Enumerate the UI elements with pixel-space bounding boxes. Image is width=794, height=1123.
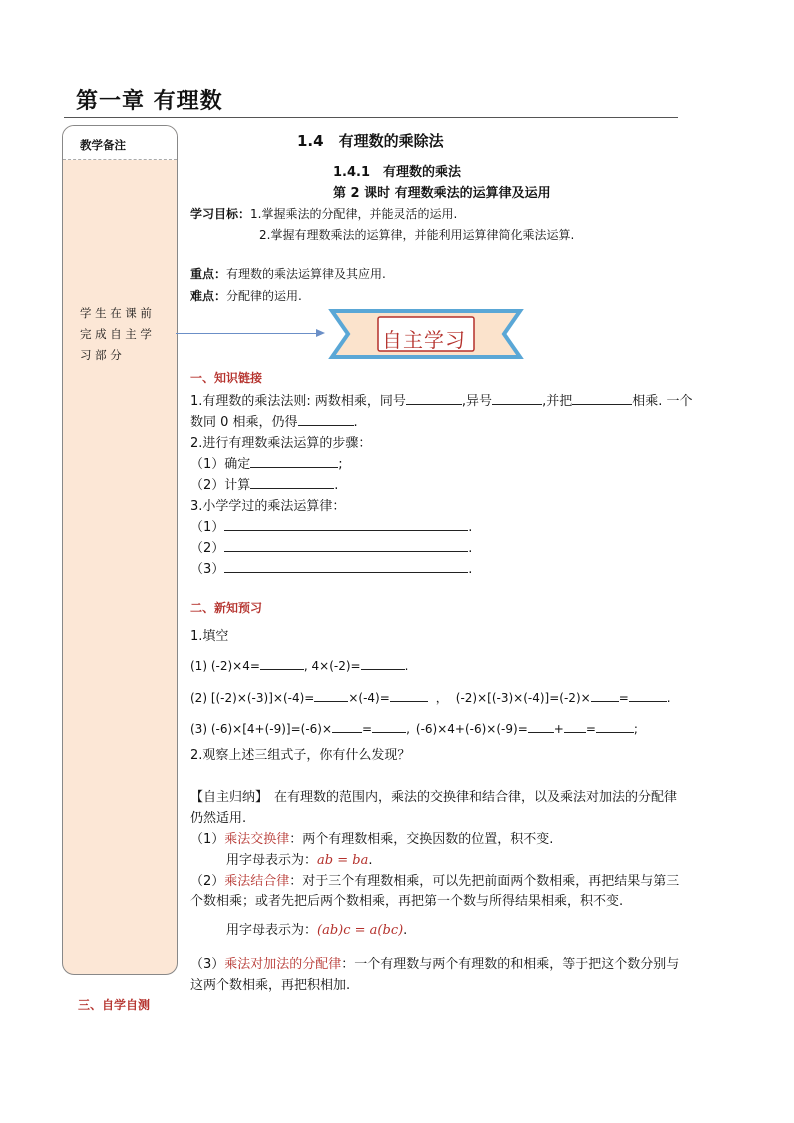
law1-text: ：两个有理数相乘，交换因数的位置，积不变. bbox=[289, 832, 554, 847]
q1-line1 bbox=[190, 390, 692, 409]
eq3-text-e: + bbox=[553, 722, 564, 736]
part2-heading: 二、新知预习 bbox=[190, 601, 263, 615]
q3-item2-end: . bbox=[468, 541, 473, 556]
q3-item1-label: （1） bbox=[190, 520, 225, 535]
answer-blank[interactable] bbox=[564, 719, 586, 733]
subsection-title: 1.4.1 有理数的乘法 bbox=[333, 165, 462, 180]
law1 bbox=[190, 828, 553, 847]
eq2-text-f: . bbox=[666, 691, 671, 705]
q2-step1-end: ; bbox=[338, 457, 343, 472]
summary-text-1: 在有理数的范围内，乘法的交换律和结合律，以及乘法对加法的分配律 bbox=[274, 790, 678, 805]
law1-number: （1） bbox=[190, 832, 225, 847]
equation-3 bbox=[190, 719, 638, 736]
answer-blank[interactable] bbox=[596, 719, 634, 733]
eq1-text-c: . bbox=[404, 659, 409, 673]
difficulty-text: 分配律的运用. bbox=[226, 289, 302, 303]
eq3-text-a: (3) (-6)×[4+(-9)]=(-6)× bbox=[190, 722, 333, 736]
eq3-text-f: = bbox=[585, 722, 596, 736]
answer-blank[interactable] bbox=[314, 688, 348, 702]
law3-number: （3） bbox=[190, 957, 225, 972]
answer-blank[interactable] bbox=[572, 391, 632, 405]
key-point-label: 重点： bbox=[190, 267, 227, 281]
pointer-arrow-icon bbox=[316, 329, 325, 337]
q2-step1-label: （1）确定 bbox=[190, 457, 251, 472]
q3-item2-label: （2） bbox=[190, 541, 225, 556]
answer-blank[interactable] bbox=[332, 719, 362, 733]
law2-line2: 个数相乘；或者先把后两个数相乘，再把第一个数与所得结果相乘，积不变. bbox=[190, 894, 624, 909]
law2-formula-label: 用字母表示为： bbox=[226, 923, 318, 938]
q3-text: 3.小学学过的乘法运算律： bbox=[190, 499, 346, 514]
answer-blank[interactable] bbox=[629, 688, 667, 702]
eq3-text-d: (-6)×4+(-6)×(-9)= bbox=[415, 722, 528, 736]
teaching-notes-sidebar bbox=[62, 125, 178, 975]
eq3-text-g: ; bbox=[633, 722, 638, 736]
eq3-text-c: , bbox=[406, 722, 410, 736]
answer-blank[interactable] bbox=[492, 391, 542, 405]
law1-end: . bbox=[368, 853, 373, 868]
q2-text: 2.进行有理数乘法运算的步骤： bbox=[190, 436, 372, 451]
section-title: 1.4 有理数的乘除法 bbox=[297, 132, 444, 150]
q3-item2 bbox=[190, 537, 472, 556]
answer-blank[interactable] bbox=[250, 454, 338, 468]
summary-label: 【自主归纳】 bbox=[190, 790, 269, 805]
answer-blank[interactable] bbox=[390, 688, 428, 702]
eq3-text-b: = bbox=[362, 722, 373, 736]
q1-text-d: 相乘. 一个 bbox=[632, 394, 693, 409]
pointer-arrow-line bbox=[176, 333, 318, 334]
law2-line1 bbox=[190, 870, 679, 889]
law2-text-1: ：对于三个有理数相乘，可以先把前面两个数相乘，再把结果与第三 bbox=[289, 874, 680, 889]
q3-item1 bbox=[190, 516, 472, 535]
q2-step2 bbox=[190, 474, 338, 493]
answer-blank[interactable] bbox=[250, 475, 334, 489]
answer-blank[interactable] bbox=[372, 719, 406, 733]
eq2-text-a: (2) [(-2)×(-3)]×(-4)= bbox=[190, 691, 315, 705]
objective-2: 2.掌握有理数乘法的运算律，并能利用运算律简化乘法运算. bbox=[259, 228, 575, 242]
eq1-text-a: (1) (-2)×4= bbox=[190, 659, 260, 673]
objective-1-text: 1.掌握乘法的分配律，并能灵活的运用. bbox=[250, 207, 458, 221]
law3-line1 bbox=[190, 953, 679, 972]
q3-item3-end: . bbox=[468, 562, 473, 577]
eq2-text-e: = bbox=[618, 691, 629, 705]
answer-blank[interactable] bbox=[406, 391, 462, 405]
sidebar-header-label: 教学备注 bbox=[80, 138, 126, 152]
law2-number: （2） bbox=[190, 874, 225, 889]
eq2-text-c: ， bbox=[435, 691, 448, 705]
q3-item1-end: . bbox=[468, 520, 473, 535]
difficulty bbox=[190, 287, 302, 304]
key-point bbox=[190, 265, 386, 282]
key-point-text: 有理数的乘法运算律及其应用. bbox=[226, 267, 386, 281]
eq2-text-b: ×(-4)= bbox=[348, 691, 390, 705]
fill-label: 1.填空 bbox=[190, 629, 229, 644]
observe-question: 2.观察上述三组式子，你有什么发现？ bbox=[190, 748, 411, 763]
summary-line2: 仍然适用. bbox=[190, 811, 247, 826]
law1-formula: ab = ba bbox=[317, 853, 369, 868]
q1-text-a: 1.有理数的乘法法则: 两数相乘，同号 bbox=[190, 394, 406, 409]
q1-text-e: 数同 0 相乘，仍得 bbox=[190, 415, 298, 430]
q1-text-f: . bbox=[353, 415, 358, 430]
answer-blank[interactable] bbox=[260, 656, 304, 670]
q2-step2-label: （2）计算 bbox=[190, 478, 251, 493]
chapter-title: 第一章 有理数 bbox=[76, 89, 223, 114]
q3-item3-label: （3） bbox=[190, 562, 225, 577]
answer-blank[interactable] bbox=[528, 719, 554, 733]
answer-blank[interactable] bbox=[298, 412, 354, 426]
q1-text-c: ,并把 bbox=[542, 394, 573, 409]
answer-blank[interactable] bbox=[224, 559, 468, 573]
banner-label: 自主学习 bbox=[382, 328, 466, 352]
q1-line2 bbox=[190, 411, 358, 430]
eq1-text-b: , 4×(-2)= bbox=[303, 659, 361, 673]
law2-formula: (ab)c = a(bc) bbox=[317, 923, 404, 938]
sidebar-note: 学生在课前完成自主学习部分 bbox=[80, 306, 156, 362]
equation-1 bbox=[190, 656, 408, 673]
law3-name: 乘法对加法的分配律 bbox=[224, 957, 342, 972]
answer-blank[interactable] bbox=[591, 688, 619, 702]
law1-name: 乘法交换律 bbox=[224, 832, 290, 847]
answer-blank[interactable] bbox=[224, 538, 468, 552]
law2-end: . bbox=[403, 923, 408, 938]
law1-formula-label: 用字母表示为： bbox=[226, 853, 318, 868]
eq2-text-d: (-2)×[(-3)×(-4)]=(-2)× bbox=[455, 691, 591, 705]
sidebar-header bbox=[63, 126, 177, 160]
objectives-label: 学习目标： bbox=[190, 207, 251, 221]
q1-text-b: ,异号 bbox=[461, 394, 493, 409]
equation-2 bbox=[190, 688, 671, 706]
q2-step2-end: . bbox=[334, 478, 339, 493]
law2-name: 乘法结合律 bbox=[224, 874, 290, 889]
q2-step1 bbox=[190, 453, 343, 472]
header-rule bbox=[64, 117, 678, 118]
q3-item3 bbox=[190, 558, 472, 577]
part3-heading: 三、自学自测 bbox=[78, 998, 151, 1012]
law3-text-1: ：一个有理数与两个有理数的和相乘，等于把这个数分别与 bbox=[341, 957, 680, 972]
difficulty-label: 难点： bbox=[190, 289, 227, 303]
law2-formula-line bbox=[226, 919, 407, 938]
law1-formula-line bbox=[226, 849, 372, 868]
lesson-title: 第 2 课时 有理数乘法的运算律及运用 bbox=[333, 186, 551, 201]
law3-line2: 这两个数相乘，再把积相加. bbox=[190, 978, 351, 993]
part1-heading: 一、知识链接 bbox=[190, 371, 263, 385]
objective-1 bbox=[190, 205, 457, 222]
answer-blank[interactable] bbox=[361, 656, 405, 670]
answer-blank[interactable] bbox=[224, 517, 468, 531]
summary-line1 bbox=[190, 786, 677, 805]
